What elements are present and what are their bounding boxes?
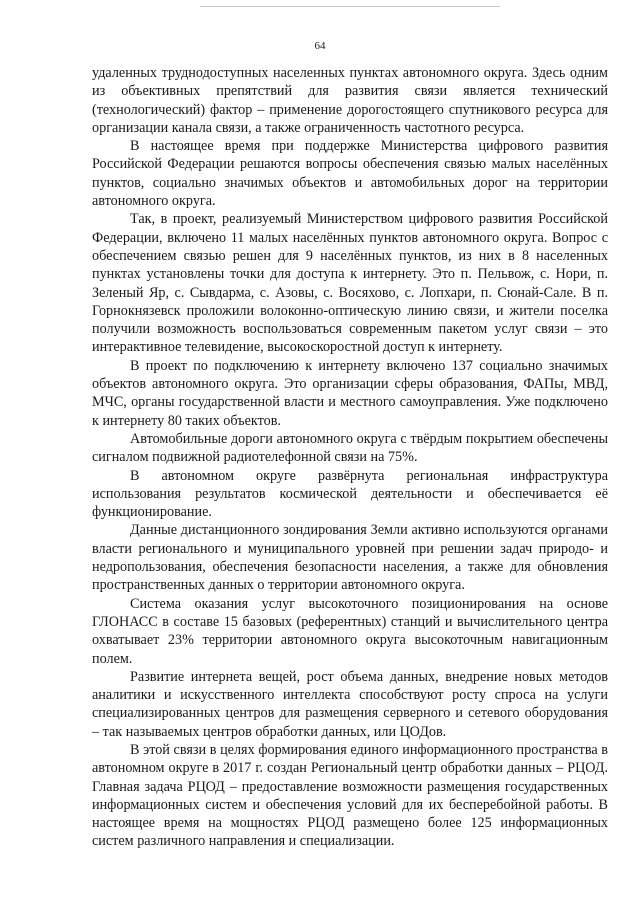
paragraph: Данные дистанционного зондирования Земли активно используются органами власти регионального и муниципального уровней при решении задач природо- и недропользования, обеспечения безопасности населения, а также для обновления пространственных данных о территории автономного округа. [92, 522, 608, 594]
paragraph: В этой связи в целях формирования единого информационного пространства в автономном округе в 2017 г. создан Региональный центр обработки данных – РЦОД. Главная задача РЦОД – предоставление возможности размещения государственных информационных систем и обеспечения условий для их бесперебойной работы. В настоящее время на мощностях РЦОД размещено более 125 информационных систем различного направления и специализации. [92, 741, 608, 850]
body-text [92, 64, 608, 851]
paragraph: В автономном округе развёрнута региональная инфраструктура использования результатов космической деятельности и обеспечивается её функционирование. [92, 467, 608, 521]
page-number: 64 [314, 40, 326, 52]
paragraph-continued: удаленных труднодоступных населенных пунктах автономного округа. Здесь одним из объективных препятствий для развития связи является технический (технологический) фактор – применение дорогостоящего спутникового ресурса для организации канала связи, а также ограниченность частотного ресурса. [92, 65, 608, 136]
paragraph: Так, в проект, реализуемый Министерством цифрового развития Российской Федерации, включено 11 малых населённых пунктов автономного округа. Вопрос с обеспечением связью решен для 9 населённых пунктов, из них в 8 населенных пунктах установлены точки для доступа к интернету. Это п. Пельвож, с. Нори, п. Зеленый Яр, с. Сывдарма, с. Азовы, с. Восяхово, с. Лопхари, п. Сюнай-Сале. В п. Горнокнязевск проложили волоконно-оптическую линию связи, и жители поселка получили возможность воспользоваться современным пакетом услуг связи – это интерактивное телевидение, высокоскоростной доступ к интернету. [92, 211, 608, 356]
paragraph: Автомобильные дороги автономного округа с твёрдым покрытием обеспечены сигналом подвижной радиотелефонной связи на 75%. [92, 430, 608, 466]
scan-top-rule [200, 6, 500, 7]
paragraph: В проект по подключению к интернету включено 137 социально значимых объектов автономного округа. Это организации сферы образования, ФАПы, МВД, МЧС, органы государственной власти и местного самоуправления. Уже подключено к интернету 80 таких объектов. [92, 357, 608, 429]
paragraph: Развитие интернета вещей, рост объема данных, внедрение новых методов аналитики и искусственного интеллекта способствуют росту спроса на услуги специализированных центров для размещения серверного и сетевого оборудования – так называемых центров обработки данных, или ЦОДов. [92, 668, 608, 740]
paragraph: В настоящее время при поддержке Министерства цифрового развития Российской Федерации решаются вопросы обеспечения связью малых населённых пунктов, социально значимых объектов и автомобильных дорог на территории автономного округа. [92, 138, 608, 210]
paragraph: Система оказания услуг высокоточного позиционирования на основе ГЛОНАСС в составе 15 базовых (референтных) станций и вычислительного центра охватывает 23% территории автономного округа высокоточным навигационным полем. [92, 595, 608, 667]
